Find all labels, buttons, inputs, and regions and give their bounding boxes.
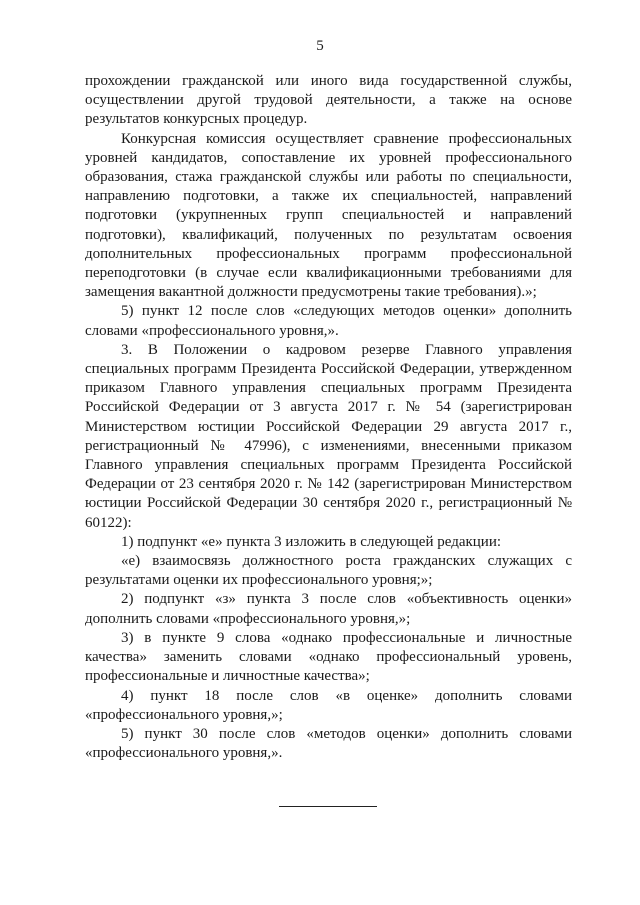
end-divider-line [279, 806, 377, 807]
paragraph-subitem-1: 1) подпункт «е» пункта 3 изложить в следующей редакции: [121, 533, 502, 550]
paragraph-commission: Конкурсная комиссия осуществляет сравнение профессиональных уровней кандидатов, сопоставление их уровней профессионального образования, стажа гражданской службы или работы по специальности, направлению подготовки, а также их специальностей, направлений подготовки (укрупненных групп специальностей и направлений подготовки), квалификаций, полученных по результатам освоения дополнительных профессиональных программ профессиональной переподготовки (в случае если квалификационными требованиями для замещения вакантной должности предусмотрены такие требования).»; [85, 130, 572, 301]
paragraph-continuation: прохождении гражданской или иного вида государственной службы, осуществлении другой трудовой деятельности, а также на основе результатов конкурсных процедур. [85, 73, 572, 128]
document-body [85, 72, 572, 763]
page-number: 5 [316, 38, 324, 54]
paragraph-item-5-point-12: 5) пункт 12 после слов «следующих методов оценки» дополнить словами «профессионального уровня,». [85, 303, 572, 339]
paragraph-subitem-5: 5) пункт 30 после слов «методов оценки» дополнить словами «профессионального уровня,». [85, 725, 572, 762]
paragraph-subitem-4: 4) пункт 18 после слов «в оценке» дополнить словами «профессионального уровня,»; [85, 687, 572, 723]
paragraph-subitem-e: «е) взаимосвязь должностного роста гражданских служащих с результатами оценки их профессионального уровня;»; [85, 553, 572, 589]
paragraph-subitem-3: 3) в пункте 9 слова «однако профессиональные и личностные качества» заменить словами «однако профессиональный уровень, профессиональные и личностные качества»; [85, 629, 572, 685]
paragraph-subitem-2: 2) подпункт «з» пункта 3 после слов «объективность оценки» дополнить словами «профессионального уровня,»; [85, 591, 572, 627]
paragraph-section-3: 3. В Положении о кадровом резерве Главного управления специальных программ Президента Российской Федерации, утвержденном приказом Главного управления специальных программ Президента Российской Федерации от 3 августа 2017 г. № 54 (зарегистрирован Министерством юстиции Российской Федерации 29 августа 2017 г., регистрационный № 47996), с изменениями, внесенными приказом Главного управления специальных программ Президента Российской Федерации от 23 сентября 2020 г. № 142 (зарегистрирован Министерством юстиции Российской Федерации 30 сентября 2020 г., регистрационный № 60122): [85, 341, 572, 531]
